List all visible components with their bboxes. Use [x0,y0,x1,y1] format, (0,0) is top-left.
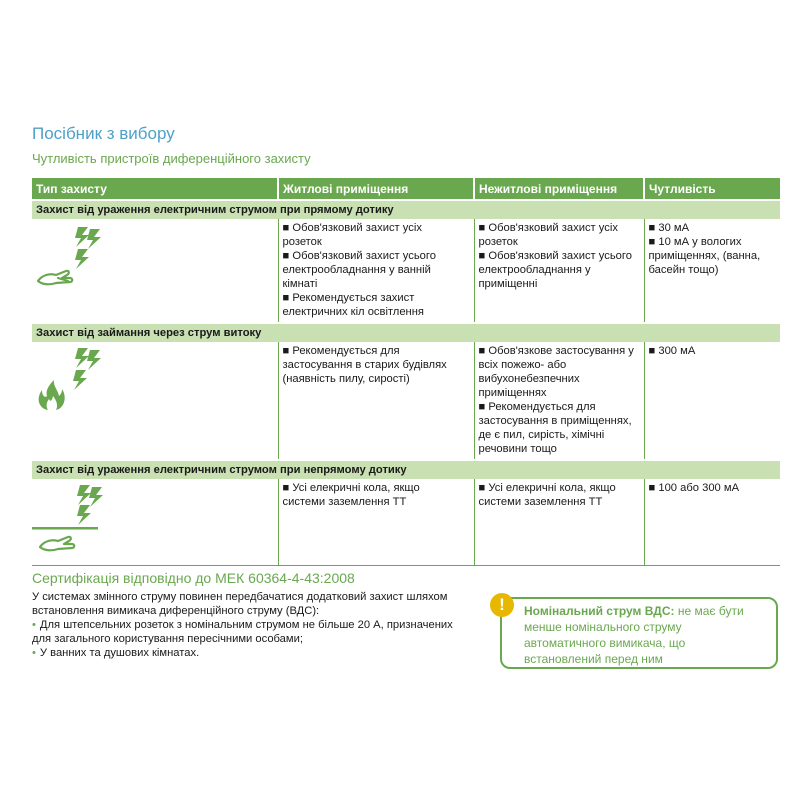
cell-line: ■ Обов'язковий захист усього [282,250,436,262]
bullet-text: У ванних та душових кімнатах. [39,647,200,659]
note-line: встановлений перед ним [524,652,663,666]
note-line: менше номінального струму [524,620,682,634]
residential-cell [278,479,474,566]
bullet-marker: • [32,647,36,659]
sensitivity-cell [644,219,780,323]
note-bold: Номінальний струм ВДС: [524,604,675,618]
cell-line: ■ Рекомендується захист [282,292,415,304]
section-row [32,460,780,479]
certification-bullet [32,618,472,632]
cell-line: приміщенні [478,278,538,290]
cell-line: ■ 30 мА [648,222,690,234]
table-row [32,219,780,323]
cell-line: ■ Обов'язковий захист усього [478,250,632,262]
cell-line: всіх пожежо- або [478,359,567,371]
sensitivity-cell [644,342,780,460]
cell-line: приміщеннях, (ванна, [648,250,761,262]
cell-line: де є пил, сирість, хімічні [478,429,605,441]
cell-line: застосування в старих будівлях [282,359,447,371]
column-header-residential: Житлові приміщення [278,178,474,200]
cell-line: електрообладнання у [478,264,591,276]
cell-line: ■ 300 мА [648,345,696,357]
non-residential-cell [474,479,644,566]
cell-line: електричних кіл освітлення [282,306,424,318]
icon-cell [32,342,278,460]
cell-line: розеток [478,236,518,248]
ground-hand-lightning-icon [32,483,122,561]
cell-line: (наявність пилу, сирості) [282,373,410,385]
cell-line: ■ Обов'язковий захист усіх [282,222,422,234]
sensitivity-cell [644,479,780,566]
bullet-marker: • [32,619,36,631]
bullet-text-continued: для загального користування пересічними особами; [32,633,303,645]
cell-line: ■ Рекомендується для [478,401,596,413]
cell-line: ■ 10 мА у вологих [648,236,742,248]
table-header-row [32,178,780,200]
non-residential-cell [474,342,644,460]
exclamation-icon: ! [490,593,514,617]
table-row [32,479,780,566]
cell-line: приміщеннях [478,387,547,399]
page-title: Посібник з вибору [32,124,175,143]
bullet-text: Для штепсельних розеток з номінальним струмом не більше 20 А, призначених [39,619,453,631]
cell-line: ■ 100 або 300 мА [648,482,740,494]
column-header-sensitivity: Чутливість [644,178,780,200]
note-line: автоматичного вимикача, що [524,636,686,650]
icon-cell [32,479,278,566]
residential-cell [278,219,474,323]
cell-line: ■ Обов'язкове застосування у [478,345,634,357]
page-subtitle: Чутливість пристроїв диференційного захисту [32,151,311,166]
cell-line: ■ Рекомендується для [282,345,400,357]
column-header-protection-type: Тип захисту [32,178,278,200]
note-text: не має бути [674,604,744,618]
cell-line: ■ Усі елекричні кола, якщо [282,482,420,494]
icon-cell [32,219,278,323]
cell-line: застосування в приміщеннях, [478,415,632,427]
cell-line: ■ Обов'язковий захист усіх [478,222,618,234]
cell-line: вибухонебезпечних [478,373,580,385]
cell-line: електрообладнання у ванній [282,264,431,276]
residential-cell [278,342,474,460]
section-title: Захист від ураження електричним струмом при непрямому дотику [32,460,780,479]
cell-line: басейн тощо) [648,264,719,276]
table-row [32,342,780,460]
cell-line: ■ Усі елекричні кола, якщо [478,482,616,494]
section-title: Захист від ураження електричним струмом при прямому дотику [32,200,780,219]
cell-line: системи заземлення ТТ [478,496,603,508]
non-residential-cell [474,219,644,323]
cell-line: розеток [282,236,322,248]
certification-title: Сертифікація відповідно до МЕК 60364-4-43:2008 [32,570,355,586]
certification-text [32,590,472,660]
certification-intro-line: встановлення вимикача диференційного струму (ВДС): [32,605,320,617]
section-row [32,323,780,342]
hand-lightning-icon [32,223,122,293]
selection-table [32,178,780,566]
certification-bullet [32,646,472,660]
certification-intro-line: У системах змінного струму повинен передбачатися додатковий захист шляхом [32,591,448,603]
section-row [32,200,780,219]
note-box [500,597,778,669]
cell-line: системи заземлення ТТ [282,496,407,508]
cell-line: речовини тощо [478,443,557,455]
cell-line: кімнаті [282,278,318,290]
note-line [524,603,766,619]
section-title: Захист від займання через струм витоку [32,323,780,342]
fire-lightning-icon [32,346,122,416]
column-header-non-residential: Нежитлові приміщення [474,178,644,200]
